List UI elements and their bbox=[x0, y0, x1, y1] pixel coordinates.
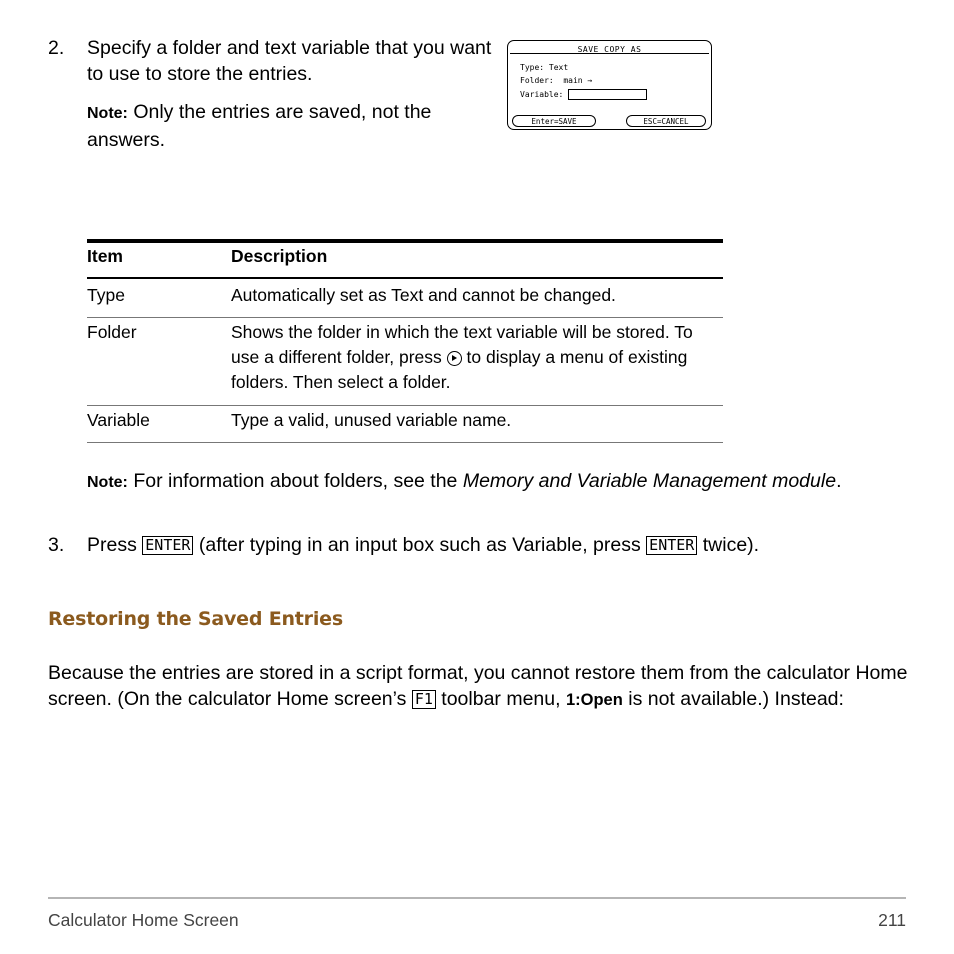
step2-number: 2. bbox=[48, 37, 65, 59]
section-paragraph bbox=[48, 660, 908, 713]
table-row-folder-item: Folder bbox=[87, 322, 137, 342]
folder-description-before: Shows the folder in which the text variable will be stored. To use a different folder, press bbox=[231, 322, 693, 367]
table-row-folder-description bbox=[231, 320, 721, 395]
note-label: Note: bbox=[87, 474, 128, 491]
dialog-cancel-button[interactable]: ESC=CANCEL bbox=[626, 115, 706, 127]
table-header-description: Description bbox=[231, 246, 328, 266]
step3-end: twice). bbox=[702, 534, 760, 556]
note-text-after: . bbox=[836, 470, 842, 492]
note-module-reference: Memory and Variable Management module bbox=[462, 470, 837, 492]
step3-number: 3. bbox=[48, 534, 65, 556]
dialog-variable-input[interactable] bbox=[568, 89, 647, 100]
folders-note bbox=[87, 468, 887, 496]
open-menu-item: 1:Open bbox=[565, 691, 623, 709]
enter-key: ENTER bbox=[142, 536, 193, 555]
table-row-type-item: Type bbox=[87, 285, 125, 305]
note-text-before: For information about folders, see the bbox=[133, 470, 458, 492]
step2-note bbox=[87, 99, 497, 153]
footer-title: Calculator Home Screen bbox=[48, 910, 239, 930]
note-label: Note: bbox=[87, 105, 128, 122]
f1-key: F1 bbox=[412, 690, 436, 709]
table-row-variable-item: Variable bbox=[87, 410, 150, 430]
dialog-folder-row: Folder: main → bbox=[520, 76, 593, 85]
table-header-rule bbox=[87, 277, 723, 279]
paragraph-before: Because the entries are stored in a script format, you cannot restore them from the calculator Home screen. (On the calculator Home screen’s bbox=[48, 662, 908, 710]
enter-key: ENTER bbox=[646, 536, 697, 555]
page-number: 211 bbox=[878, 910, 906, 930]
right-arrow-key-icon bbox=[447, 351, 462, 366]
footer-divider bbox=[48, 897, 906, 899]
dialog-title: SAVE COPY AS bbox=[577, 45, 642, 54]
folder-description-after: to display a menu of existing folders. Then select a folder. bbox=[231, 347, 688, 392]
dialog-title-divider bbox=[510, 53, 709, 54]
table-row-type-description: Automatically set as Text and cannot be changed. bbox=[231, 285, 616, 305]
table-row-variable-description: Type a valid, unused variable name. bbox=[231, 410, 512, 430]
step3-text bbox=[87, 532, 907, 558]
dialog-save-button[interactable]: Enter=SAVE bbox=[512, 115, 596, 127]
table-header-item: Item bbox=[87, 246, 123, 266]
paragraph-mid: toolbar menu, bbox=[441, 688, 561, 710]
table-bottom-rule bbox=[87, 442, 723, 443]
step3-press: Press bbox=[87, 534, 137, 556]
table-row-divider bbox=[87, 317, 723, 318]
step2-text: Specify a folder and text variable that you want to use to store the entries. bbox=[87, 37, 492, 85]
note-text: Only the entries are saved, not the answers. bbox=[87, 101, 432, 151]
dialog-variable-label: Variable: bbox=[520, 90, 564, 99]
table-row-divider bbox=[87, 405, 723, 406]
table-top-rule bbox=[87, 239, 723, 243]
section-heading: Restoring the Saved Entries bbox=[48, 608, 343, 630]
step3-middle: (after typing in an input box such as Variable, press bbox=[198, 534, 641, 556]
dialog-type-row: Type: Text bbox=[520, 63, 569, 72]
paragraph-after: is not available.) Instead: bbox=[628, 688, 844, 710]
calculator-dialog bbox=[507, 40, 712, 130]
